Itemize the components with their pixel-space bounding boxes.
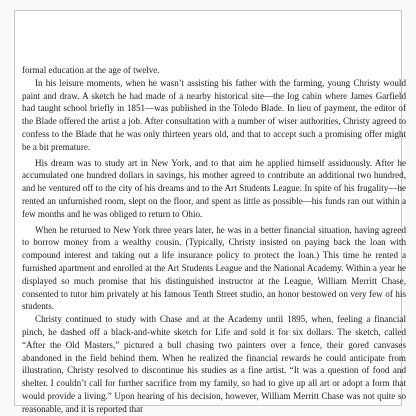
paragraph-chase-and-life: Christy continued to study with Chase and at the Academy until 1895, when, feeling a financial pinch, he dashed off a black-and-white sketch for Life and sold it for six dollars. The sketch, called “After the Old Masters,” pictured a bull chasing two painters over a fence, their gored canvases abandoned in the field behind them. When he realized the financial rewards he could anticipate from illustration, Christy resolved to discontinue his studies as a fine artist. “It was a question of food and shelter. I couldn’t call for further sacrifice from my family, so had to give up all art or adopt a form that would provide a living.” Upon hearing of his decision, however, William Merritt Chase was not quite so reasonable, and it is reported that [22, 314, 406, 414]
paragraph-dream-new-york: His dream was to study art in New York, and to that aim he applied himself assiduously. After he accumulated one hundred dollars in savings, his mother agreed to contribute an additional two hundred, and he ventured off to the city of his dreams and to the Art Students League. In spite of his frugality—he rented an unfurnished room, slept on the floor, and spent as little as possible—his funds ran out within a few months and he was obliged to return to Ohio. [22, 157, 406, 219]
paragraph-continuation: formal education at the age of twelve. [22, 65, 160, 75]
paragraph-return-new-york: When he returned to New York three years later, he was in a better financial situation, having agreed to borrow money from a wealthy cousin. (Typically, Christy insisted on paying back the loan with compound interest and taking out a life insurance policy to protect the loan.) This time he rented a furnished apartment and enrolled at the Art Students League and the National Academy. Within a year he displayed so much promise that his distinguished instructor at the League, William Merritt Chase, consented to tutor him privately at his famous Tenth Street studio, an honor bestowed on very few of his students. [22, 224, 406, 312]
document-page [22, 64, 406, 416]
paragraph-leisure-moments: In his leisure moments, when he wasn’t assisting his father with the farming, young Christy would paint and draw. A sketch he had made of a nearby historical site—the log cabin where James Garfield had taught school briefly in 1851—was published in the Toledo Blade. In lieu of payment, the editor of the Blade offered the artist a job. After consultation with a number of wiser authorities, Christy agreed to confess to the Blade that he was only thirteen years old, and that to accept such a promising offer might be a bit premature. [22, 77, 406, 152]
